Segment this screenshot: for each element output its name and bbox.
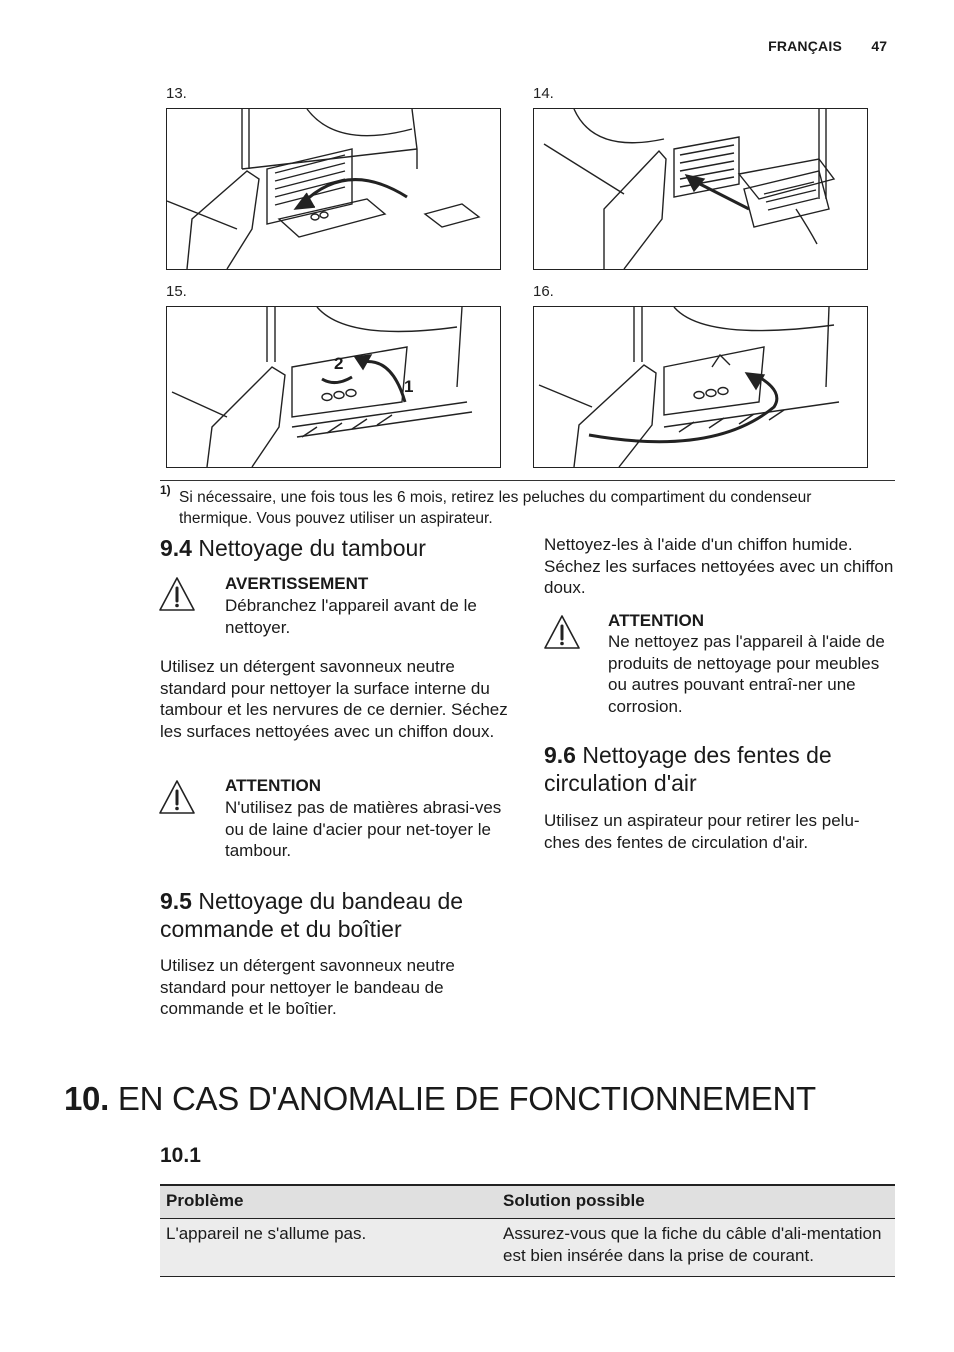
chapter-10-number: 10. (64, 1080, 109, 1117)
attention-text: N'utilisez pas de matières abrasi-ves ou de laine d'acier pour net-toyer le tambour. (225, 798, 502, 860)
table-header-row (160, 1185, 895, 1219)
section-9-5-number: 9.5 (160, 888, 192, 914)
attention-text-right: Ne nettoyez pas l'appareil à l'aide de produits de nettoyage pour meubles ou autres pouvant entraî-ner une corrosion. (608, 632, 885, 716)
column-header-problem: Problème (160, 1185, 497, 1219)
section-9-5-heading (160, 887, 520, 943)
attention-icon (158, 779, 196, 815)
chapter-10-heading (64, 1078, 816, 1120)
section-9-4-title: Nettoyage du tambour (198, 535, 426, 561)
troubleshooting-table (160, 1184, 895, 1277)
section-9-4-heading (160, 534, 520, 562)
figure-16-illustration (533, 306, 868, 468)
warning-title: AVERTISSEMENT (225, 574, 369, 593)
section-9-6-heading (544, 741, 894, 797)
footnote-divider (160, 480, 895, 481)
section-9-6-body: Utilisez un aspirateur pour retirer les pelu-ches des fentes de circulation d'air. (544, 811, 860, 852)
table-cell-solution: Assurez-vous que la fiche du câble d'ali-mentation est bien insérée dans la prise de courant. (497, 1219, 895, 1277)
header-language: FRANÇAIS (768, 38, 842, 54)
callout-1: 1 (404, 377, 414, 396)
section-9-4-number: 9.4 (160, 535, 192, 561)
figure-13-illustration (166, 108, 501, 270)
footnote-text: Si nécessaire, une fois tous les 6 mois, retirez les peluches du compartiment du condenseur thermique. Vous pouvez utiliser un aspirateur. (179, 489, 812, 527)
figure-15-label: 15. (166, 283, 187, 300)
attention-icon (543, 614, 581, 650)
attention-title: ATTENTION (225, 776, 322, 795)
figure-13-label: 13. (166, 85, 187, 102)
section-9-5-body: Utilisez un détergent savonneux neutre standard pour nettoyer le bandeau de commande et le boîtier. (160, 956, 455, 1018)
table-cell-problem: L'appareil ne s'allume pas. (160, 1219, 497, 1277)
section-9-5-title: Nettoyage du bandeau de commande et du boîtier (160, 888, 464, 942)
footnote-marker: 1) (160, 483, 171, 497)
callout-2: 2 (334, 354, 344, 373)
chapter-10-title: EN CAS D'ANOMALIE DE FONCTIONNEMENT (117, 1080, 816, 1117)
warning-text: Débranchez l'appareil avant de le nettoyer. (225, 596, 477, 637)
attention-title-right: ATTENTION (608, 611, 705, 630)
section-9-6-title: Nettoyage des fentes de circulation d'air (544, 742, 832, 796)
right-column-continuation: Nettoyez-les à l'aide d'un chiffon humide. Séchez les surfaces nettoyées avec un chiffon doux. (544, 535, 894, 597)
section-9-6-number: 9.6 (544, 742, 576, 768)
column-header-solution: Solution possible (497, 1185, 895, 1219)
section-10-1-heading: 10.1 (160, 1144, 201, 1167)
warning-icon (158, 576, 196, 612)
figure-15-illustration (166, 306, 501, 468)
figure-16-label: 16. (533, 283, 554, 300)
table-row (160, 1219, 895, 1277)
page-number: 47 (871, 38, 887, 54)
figure-14-illustration (533, 108, 868, 270)
figure-14-label: 14. (533, 85, 554, 102)
section-9-4-body: Utilisez un détergent savonneux neutre standard pour nettoyer la surface interne du tambour et les nervures de ce dernier. Séchez les surfaces nettoyées avec un chiffon doux. (160, 657, 508, 741)
